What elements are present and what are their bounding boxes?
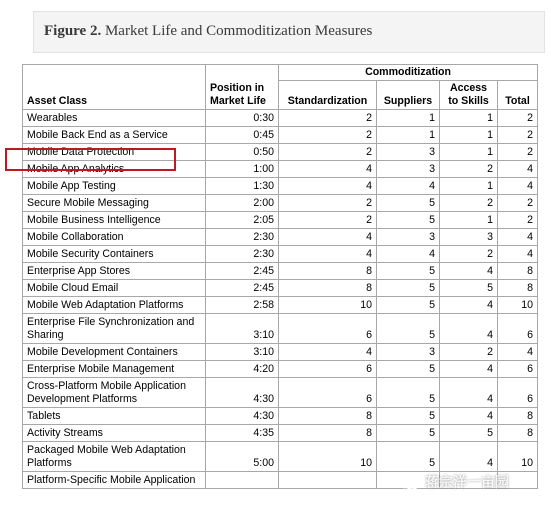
position-cell: 2:00	[206, 195, 279, 212]
header-position: Position in Market Life	[206, 65, 279, 110]
position-cell: 4:30	[206, 408, 279, 425]
asset-cell: Enterprise Mobile Management	[23, 361, 206, 378]
total-cell: 10	[498, 297, 538, 314]
header-access: Access to Skills	[440, 81, 498, 110]
access-cell: 1	[440, 127, 498, 144]
asset-cell: Mobile Web Adaptation Platforms	[23, 297, 206, 314]
header-commoditization: Commoditization	[279, 65, 538, 81]
position-cell: 2:05	[206, 212, 279, 229]
access-cell: 4	[440, 263, 498, 280]
standardization-cell: 2	[279, 195, 377, 212]
position-cell: 2:58	[206, 297, 279, 314]
figure-title-box	[33, 11, 545, 53]
total-cell: 2	[498, 110, 538, 127]
access-cell: 3	[440, 229, 498, 246]
asset-cell: Mobile Development Containers	[23, 344, 206, 361]
access-cell: 2	[440, 161, 498, 178]
position-cell: 3:10	[206, 344, 279, 361]
access-cell: 4	[440, 361, 498, 378]
standardization-cell: 4	[279, 229, 377, 246]
suppliers-cell: 5	[377, 263, 440, 280]
asset-cell: Mobile App Analytics	[23, 161, 206, 178]
position-cell: 0:45	[206, 127, 279, 144]
standardization-cell	[279, 472, 377, 489]
asset-cell: Enterprise App Stores	[23, 263, 206, 280]
total-cell: 2	[498, 127, 538, 144]
watermark	[396, 470, 509, 494]
table-row	[23, 263, 538, 280]
suppliers-cell: 5	[377, 378, 440, 408]
access-cell: 5	[440, 280, 498, 297]
access-cell: 2	[440, 195, 498, 212]
standardization-cell: 6	[279, 361, 377, 378]
asset-cell: Tablets	[23, 408, 206, 425]
table-row	[23, 314, 538, 344]
suppliers-cell: 5	[377, 195, 440, 212]
total-cell: 6	[498, 361, 538, 378]
standardization-cell: 2	[279, 212, 377, 229]
position-cell: 2:30	[206, 229, 279, 246]
position-cell: 0:50	[206, 144, 279, 161]
position-cell: 4:35	[206, 425, 279, 442]
total-cell: 6	[498, 314, 538, 344]
access-cell: 2	[440, 344, 498, 361]
wechat-icon	[396, 473, 420, 491]
asset-cell: Platform-Specific Mobile Application	[23, 472, 206, 489]
position-cell: 2:30	[206, 246, 279, 263]
total-cell: 2	[498, 144, 538, 161]
table-row	[23, 408, 538, 425]
suppliers-cell: 5	[377, 212, 440, 229]
header-asset-class: Asset Class	[23, 65, 206, 110]
figure-number: Figure 2.	[44, 23, 102, 39]
total-cell: 6	[498, 378, 538, 408]
asset-cell: Mobile Cloud Email	[23, 280, 206, 297]
asset-cell: Mobile Business Intelligence	[23, 212, 206, 229]
total-cell: 4	[498, 161, 538, 178]
position-cell: 0:30	[206, 110, 279, 127]
access-cell: 4	[440, 408, 498, 425]
total-cell: 8	[498, 280, 538, 297]
position-cell: 2:45	[206, 280, 279, 297]
table-row	[23, 344, 538, 361]
header-standardization: Standardization	[279, 81, 377, 110]
suppliers-cell: 1	[377, 127, 440, 144]
access-cell: 1	[440, 144, 498, 161]
standardization-cell: 2	[279, 127, 377, 144]
table-row	[23, 229, 538, 246]
table-row	[23, 110, 538, 127]
access-cell: 1	[440, 212, 498, 229]
asset-cell: Wearables	[23, 110, 206, 127]
standardization-cell: 8	[279, 263, 377, 280]
standardization-cell: 4	[279, 178, 377, 195]
access-cell: 5	[440, 425, 498, 442]
table-row	[23, 361, 538, 378]
total-cell: 8	[498, 263, 538, 280]
standardization-cell: 6	[279, 378, 377, 408]
suppliers-cell: 3	[377, 161, 440, 178]
position-cell: 1:00	[206, 161, 279, 178]
suppliers-cell: 4	[377, 178, 440, 195]
watermark-text: 蒋宗洋一亩园	[425, 474, 509, 490]
asset-cell: Mobile Data Protection	[23, 144, 206, 161]
table-row	[23, 280, 538, 297]
position-cell: 5:00	[206, 442, 279, 472]
standardization-cell: 4	[279, 344, 377, 361]
suppliers-cell: 5	[377, 361, 440, 378]
standardization-cell: 2	[279, 110, 377, 127]
asset-cell: Enterprise File Synchronization and Sharing	[23, 314, 206, 344]
suppliers-cell: 3	[377, 144, 440, 161]
suppliers-cell: 4	[377, 246, 440, 263]
suppliers-cell: 3	[377, 229, 440, 246]
standardization-cell: 8	[279, 408, 377, 425]
table-row	[23, 212, 538, 229]
total-cell: 8	[498, 408, 538, 425]
access-cell: 4	[440, 442, 498, 472]
total-cell: 4	[498, 178, 538, 195]
standardization-cell: 8	[279, 280, 377, 297]
table-row	[23, 442, 538, 472]
asset-cell: Activity Streams	[23, 425, 206, 442]
total-cell: 8	[498, 425, 538, 442]
suppliers-cell: 3	[377, 344, 440, 361]
standardization-cell: 8	[279, 425, 377, 442]
suppliers-cell: 5	[377, 314, 440, 344]
position-cell: 2:45	[206, 263, 279, 280]
table-row	[23, 127, 538, 144]
suppliers-cell: 5	[377, 442, 440, 472]
access-cell: 4	[440, 297, 498, 314]
standardization-cell: 6	[279, 314, 377, 344]
table-row	[23, 378, 538, 408]
access-cell: 2	[440, 246, 498, 263]
total-cell: 10	[498, 442, 538, 472]
total-cell: 2	[498, 195, 538, 212]
standardization-cell: 10	[279, 442, 377, 472]
position-cell: 4:20	[206, 361, 279, 378]
header-total: Total	[498, 81, 538, 110]
standardization-cell: 2	[279, 144, 377, 161]
asset-cell: Mobile App Testing	[23, 178, 206, 195]
position-cell	[206, 472, 279, 489]
table-row	[23, 297, 538, 314]
table-row	[23, 425, 538, 442]
total-cell: 2	[498, 212, 538, 229]
standardization-cell: 10	[279, 297, 377, 314]
total-cell: 4	[498, 344, 538, 361]
access-cell: 4	[440, 378, 498, 408]
figure-title: Market Life and Commoditization Measures	[104, 23, 373, 39]
figure-caption	[44, 23, 372, 40]
position-cell: 3:10	[206, 314, 279, 344]
header-suppliers: Suppliers	[377, 81, 440, 110]
asset-cell: Secure Mobile Messaging	[23, 195, 206, 212]
suppliers-cell: 5	[377, 408, 440, 425]
measures-table	[22, 64, 538, 489]
access-cell: 1	[440, 178, 498, 195]
standardization-cell: 4	[279, 161, 377, 178]
standardization-cell: 4	[279, 246, 377, 263]
table-row	[23, 195, 538, 212]
total-cell: 4	[498, 246, 538, 263]
table-row	[23, 246, 538, 263]
access-cell: 1	[440, 110, 498, 127]
suppliers-cell: 5	[377, 297, 440, 314]
suppliers-cell: 5	[377, 280, 440, 297]
access-cell: 4	[440, 314, 498, 344]
asset-cell: Mobile Back End as a Service	[23, 127, 206, 144]
asset-cell: Cross-Platform Mobile Application Development Platforms	[23, 378, 206, 408]
highlight-box	[5, 148, 176, 171]
suppliers-cell: 1	[377, 110, 440, 127]
position-cell: 1:30	[206, 178, 279, 195]
asset-cell: Packaged Mobile Web Adaptation Platforms	[23, 442, 206, 472]
asset-cell: Mobile Security Containers	[23, 246, 206, 263]
suppliers-cell: 5	[377, 425, 440, 442]
asset-cell: Mobile Collaboration	[23, 229, 206, 246]
total-cell: 4	[498, 229, 538, 246]
position-cell: 4:30	[206, 378, 279, 408]
table-row	[23, 178, 538, 195]
